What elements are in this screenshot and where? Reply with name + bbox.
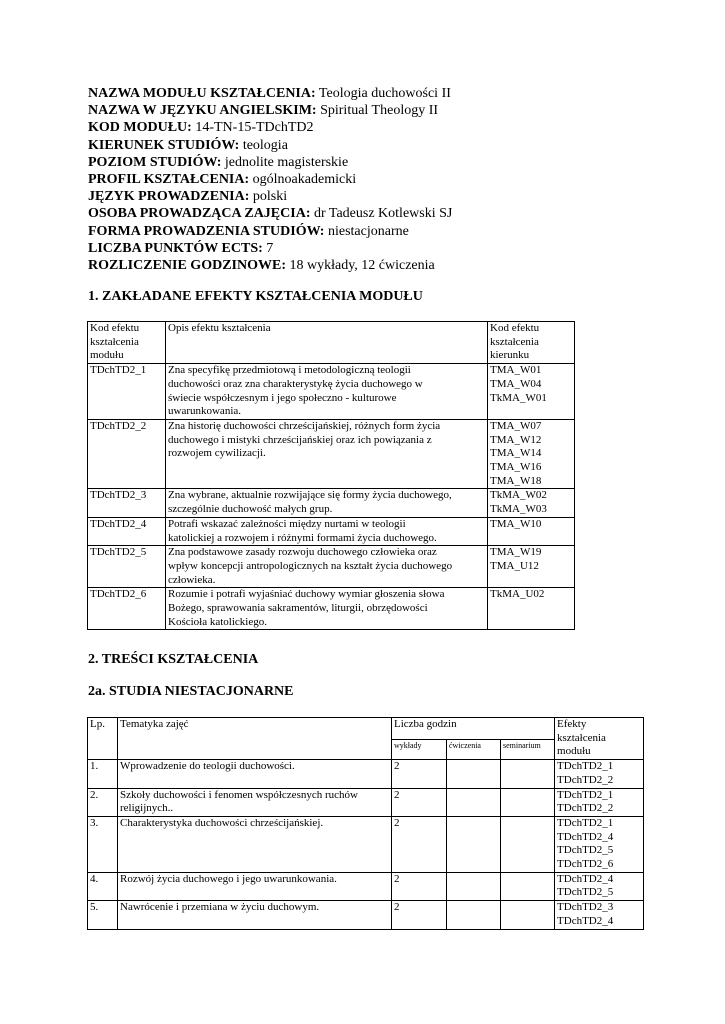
module-info-line (88, 205, 688, 222)
cell-line: Potrafi wskazać zależności między nurtami w teologii (168, 517, 406, 530)
outcome-description-cell (166, 588, 488, 630)
outcome-code-cell: TDchTD2_6 (88, 588, 166, 630)
info-value: dr Tadeusz Kotlewski SJ (310, 206, 453, 222)
info-key: OSOBA PROWADZĄCA ZAJĘCIA: (88, 206, 311, 222)
info-value: teologia (239, 137, 288, 153)
cell-line: Efekty (557, 718, 587, 730)
lp-cell: 3. (88, 816, 118, 872)
table-row (88, 517, 575, 545)
exercises-cell (447, 760, 501, 788)
info-key: ROZLICZENIE GODZINOWE: (88, 258, 286, 274)
header-module-code (88, 322, 166, 364)
module-info-line (88, 85, 688, 102)
exercises-cell (447, 901, 501, 929)
lp-cell: 2. (88, 788, 118, 816)
table-row (88, 760, 644, 788)
exercises-cell (447, 788, 501, 816)
seminar-cell (501, 872, 555, 900)
cell-line: TMA_W10 (490, 517, 542, 530)
cell-line: duchowości oraz zna charakterystykę życia duchowego w (168, 377, 423, 390)
cell-line: Rozumie i potrafi wyjaśniać duchowy wymiar głoszenia słowa (168, 588, 445, 601)
cell-line: TMA_W19 (490, 546, 542, 559)
cell-line: modułu (557, 745, 591, 758)
cell-line: TDchTD2_1 (557, 788, 614, 801)
module-info-line (88, 240, 688, 257)
cell-line: Opis efektu kształcenia (168, 322, 271, 334)
cell-line: kierunku (490, 349, 530, 362)
header-direction-code (488, 322, 575, 364)
cell-line: TMA_W12 (490, 433, 542, 446)
module-info-line (88, 257, 688, 274)
topic-cell (118, 788, 392, 816)
effects-cell (555, 901, 644, 929)
exercises-cell (447, 816, 501, 872)
seminar-cell (501, 788, 555, 816)
info-key: NAZWA W JĘZYKU ANGIELSKIM: (88, 103, 317, 119)
module-info-block (88, 85, 688, 274)
header-lectures: wykłady (392, 740, 447, 760)
outcome-code-cell: TDchTD2_1 (88, 364, 166, 420)
cell-line: TMA_W04 (490, 377, 542, 390)
section-2a-title: 2a. STUDIA NIESTACJONARNE (88, 684, 294, 699)
cell-line: szczególnie duchowość małych grup. (168, 503, 333, 516)
cell-line: Zna podstawowe zasady rozwoju duchowego człowieka oraz (168, 546, 437, 559)
lp-cell: 4. (88, 872, 118, 900)
topic-cell (118, 760, 392, 788)
cell-line: Nawrócenie i przemiana w życiu duchowym. (120, 901, 320, 914)
topic-cell (118, 816, 392, 872)
section-1-title: 1. ZAKŁADANE EFEKTY KSZTAŁCENIA MODUŁU (88, 289, 423, 304)
info-key: NAZWA MODUŁU KSZTAŁCENIA: (88, 86, 316, 101)
outcome-description-cell (166, 546, 488, 588)
effects-cell (555, 760, 644, 788)
cell-line: kształcenia (90, 335, 139, 348)
table-row (88, 489, 575, 517)
module-info-line (88, 188, 688, 205)
outcome-code-cell: TDchTD2_5 (88, 546, 166, 588)
header-exercises: ćwiczenia (447, 740, 501, 760)
effects-cell (555, 872, 644, 900)
info-value: 18 wykłady, 12 ćwiczenia (285, 258, 435, 274)
cell-line: duchowego i mistyki chrześcijańskiej oraz ich powiązania z (168, 433, 432, 446)
table-header-row (88, 718, 644, 740)
header-hours: Liczba godzin (392, 718, 555, 740)
lectures-cell: 2 (392, 816, 447, 872)
cell-line: kształcenia (557, 731, 606, 744)
table-row (88, 546, 575, 588)
table-row (88, 816, 644, 872)
cell-line: Szkoły duchowości i fenomen współczesnych ruchów (120, 788, 358, 801)
table-row (88, 901, 644, 929)
header-lp: Lp. (88, 718, 118, 760)
cell-line: TMA_W16 (490, 461, 542, 474)
direction-code-cell (488, 419, 575, 489)
cell-line: Rozwój życia duchowego i jego uwarunkowania. (120, 872, 337, 885)
header-description (166, 322, 488, 364)
topic-cell (118, 901, 392, 929)
cell-line: TDchTD2_4 (557, 914, 614, 927)
header-effects (555, 718, 644, 760)
cell-line: wpływ koncepcji antropologicznych na kształt życia duchowego (168, 559, 453, 572)
direction-code-cell (488, 588, 575, 630)
cell-line: Zna historię duchowości chrześcijańskiej, różnych form życia (168, 419, 441, 432)
direction-code-cell (488, 364, 575, 420)
info-value: 14-TN-15-TDchTD2 (191, 120, 314, 136)
lp-cell: 1. (88, 760, 118, 788)
info-key: JĘZYK PROWADZENIA: (88, 189, 250, 205)
outcome-description-cell (166, 419, 488, 489)
cell-line: TDchTD2_1 (557, 760, 614, 773)
cell-line: katolickiej a rozwojem i różnymi formami życia duchowego. (168, 531, 437, 544)
module-info-line (88, 223, 688, 240)
info-key: KIERUNEK STUDIÓW: (88, 137, 240, 153)
header-topic: Tematyka zajęć (118, 718, 392, 760)
exercises-cell (447, 872, 501, 900)
cell-line: TDchTD2_5 (557, 844, 614, 857)
info-key: LICZBA PUNKTÓW ECTS: (88, 240, 263, 256)
info-value: 7 (262, 240, 274, 256)
info-value: Spiritual Theology II (316, 103, 439, 119)
cell-line: TDchTD2_3 (557, 901, 614, 914)
cell-line: Kościoła katolickiego. (168, 615, 267, 628)
lectures-cell: 2 (392, 760, 447, 788)
cell-line: TDchTD2_4 (557, 872, 614, 885)
cell-line: TMA_W18 (490, 474, 542, 487)
cell-line: TkMA_W01 (490, 391, 547, 404)
cell-line: człowieka. (168, 573, 216, 586)
effects-cell (555, 788, 644, 816)
lectures-cell: 2 (392, 901, 447, 929)
cell-line: rozwojem cywilizacji. (168, 447, 266, 460)
lectures-cell: 2 (392, 872, 447, 900)
cell-line: TMA_U12 (490, 559, 539, 572)
outcome-description-cell (166, 517, 488, 545)
info-value: jednolite magisterskie (221, 154, 349, 170)
cell-line: TDchTD2_2 (557, 773, 614, 786)
table-row (88, 872, 644, 900)
direction-code-cell (488, 546, 575, 588)
cell-line: kształcenia (490, 335, 539, 348)
info-key: POZIOM STUDIÓW: (88, 154, 222, 170)
table-row (88, 364, 575, 420)
info-key: PROFIL KSZTAŁCENIA: (88, 172, 250, 188)
info-value: niestacjonarne (324, 223, 409, 239)
lp-cell: 5. (88, 901, 118, 929)
cell-line: TDchTD2_5 (557, 886, 614, 899)
info-value: ogólnoakademicki (249, 172, 357, 188)
cell-line: TDchTD2_4 (557, 830, 614, 843)
cell-line: TDchTD2_1 (557, 816, 614, 829)
direction-code-cell (488, 517, 575, 545)
table-header-row (88, 322, 575, 364)
info-key: FORMA PROWADZENIA STUDIÓW: (88, 223, 325, 239)
module-info-line (88, 119, 688, 136)
module-info-line (88, 154, 688, 171)
cell-line: Kod efektu (490, 322, 540, 334)
lectures-cell: 2 (392, 788, 447, 816)
cell-line: modułu (90, 349, 124, 362)
outcome-code-cell: TDchTD2_2 (88, 419, 166, 489)
table-row (88, 588, 575, 630)
outcome-code-cell: TDchTD2_4 (88, 517, 166, 545)
cell-line: TkMA_W02 (490, 489, 547, 502)
info-value: polski (249, 189, 288, 205)
seminar-cell (501, 901, 555, 929)
cell-line: TMA_W01 (490, 364, 542, 377)
direction-code-cell (488, 489, 575, 517)
cell-line: TMA_W07 (490, 419, 542, 432)
info-value: Teologia duchowości II (315, 86, 451, 101)
cell-line: religijnych.. (120, 802, 174, 815)
cell-line: Kod efektu (90, 322, 140, 334)
cell-line: uwarunkowania. (168, 405, 242, 418)
cell-line: Wprowadzenie do teologii duchowości. (120, 760, 295, 773)
cell-line: TDchTD2_2 (557, 802, 614, 815)
module-info-line (88, 137, 688, 154)
section-2-title: 2. TREŚCI KSZTAŁCENIA (88, 652, 259, 667)
cell-line: Bożego, sprawowania sakramentów, liturgii, obrzędowości (168, 602, 428, 615)
seminar-cell (501, 760, 555, 788)
module-info-line (88, 102, 688, 119)
learning-outcomes-table (87, 321, 575, 630)
table-row (88, 419, 575, 489)
course-content-table (87, 717, 644, 930)
cell-line: TDchTD2_6 (557, 858, 614, 871)
cell-line: TMA_W14 (490, 447, 542, 460)
module-info-line (88, 171, 688, 188)
info-key: KOD MODUŁU: (88, 120, 192, 136)
table-row (88, 788, 644, 816)
cell-line: TkMA_U02 (490, 588, 545, 601)
effects-cell (555, 816, 644, 872)
cell-line: Zna wybrane, aktualnie rozwijające się formy życia duchowego, (168, 489, 452, 502)
topic-cell (118, 872, 392, 900)
cell-line: Zna specyfikę przedmiotową i metodologiczną teologii (168, 364, 411, 377)
cell-line: świecie współczesnym i jego społeczno - kulturowe (168, 391, 397, 404)
outcome-description-cell (166, 364, 488, 420)
outcome-code-cell: TDchTD2_3 (88, 489, 166, 517)
cell-line: Charakterystyka duchowości chrześcijańskiej. (120, 816, 324, 829)
cell-line: TkMA_W03 (490, 503, 547, 516)
header-seminar: seminarium (501, 740, 555, 760)
outcome-description-cell (166, 489, 488, 517)
seminar-cell (501, 816, 555, 872)
